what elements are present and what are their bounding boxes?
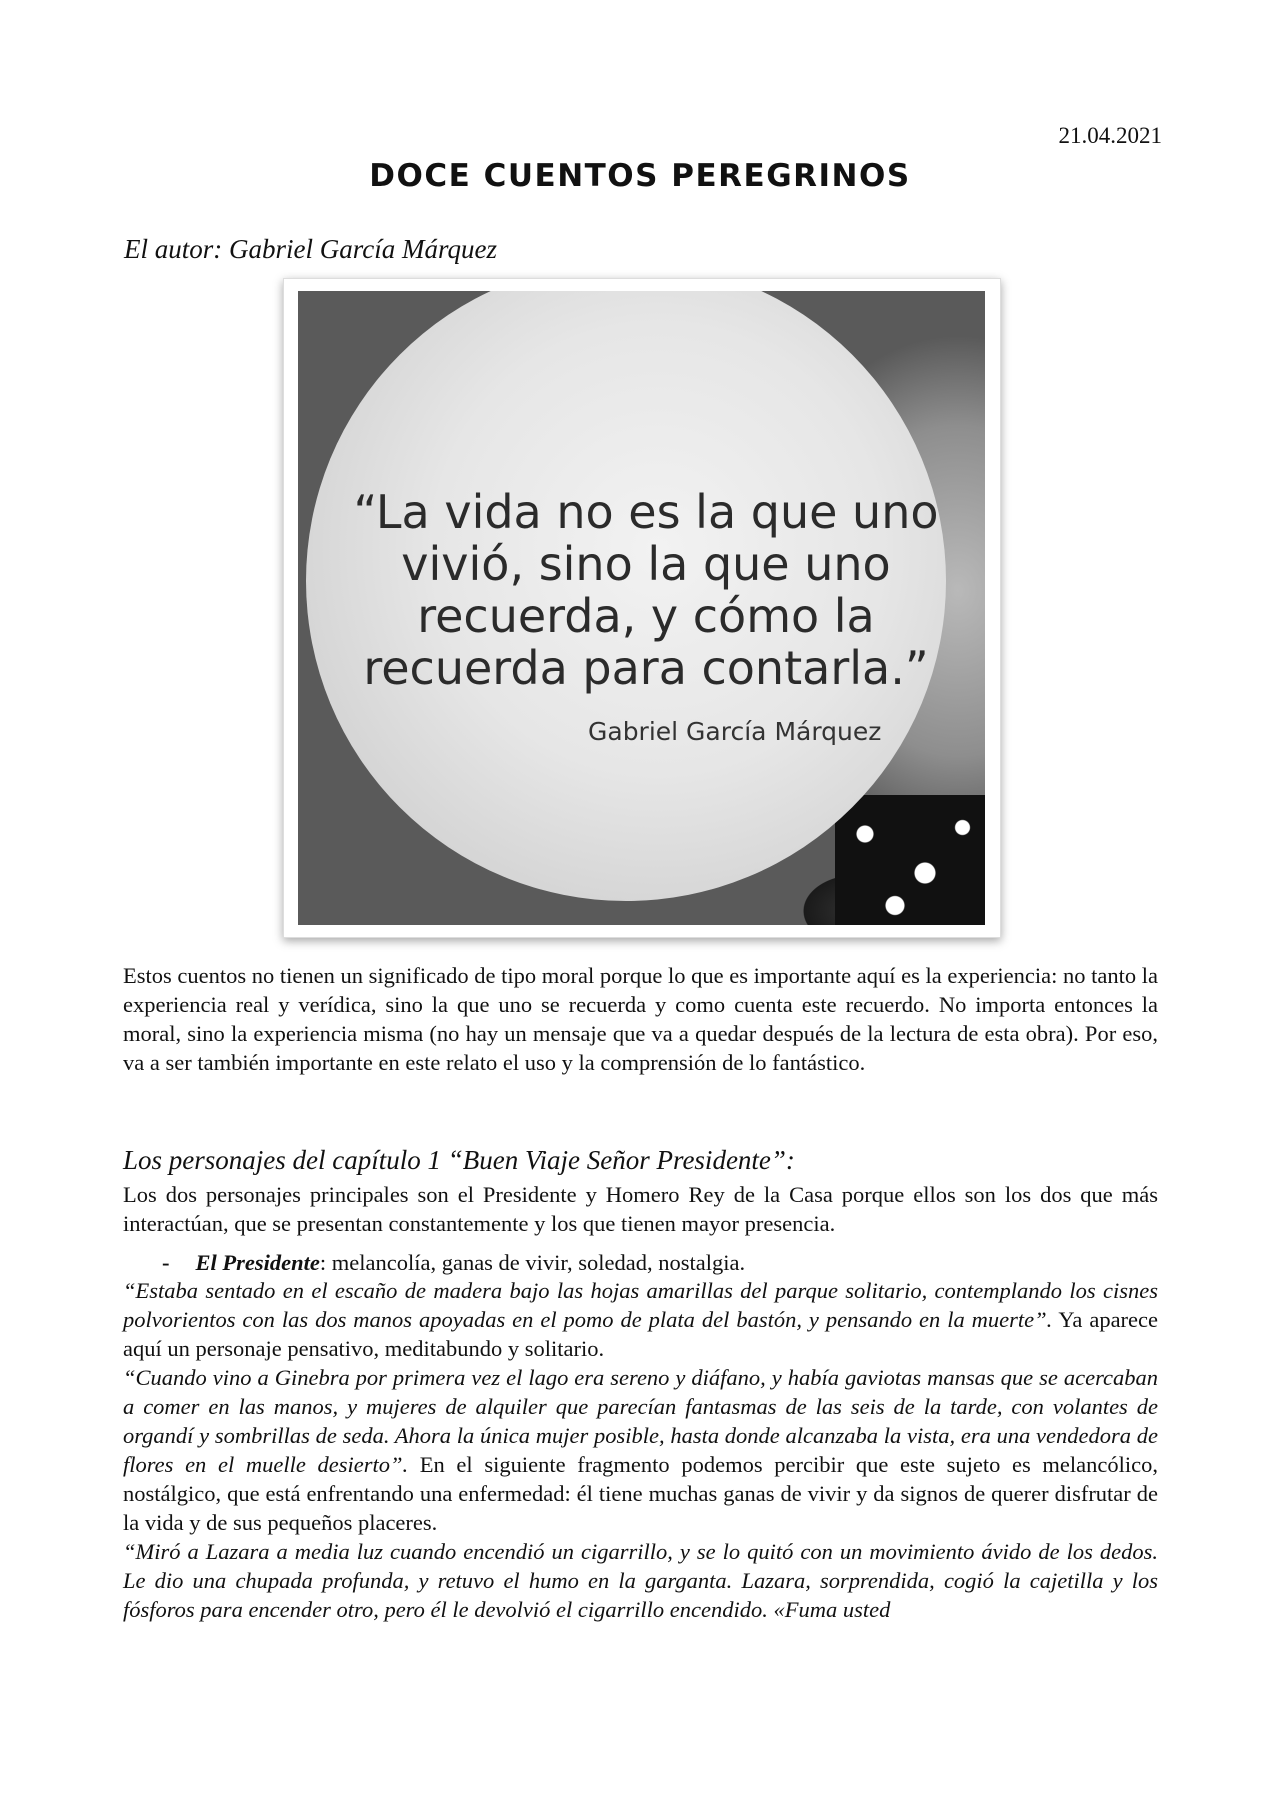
quote-circle <box>306 291 946 901</box>
photo-background <box>835 795 985 925</box>
photo-quote <box>306 486 946 694</box>
characters-paragraph: Los dos personajes principales son el Presidente y Homero Rey de la Casa porque ellos son los dos que más interactúan, que se presentan constantemente y los que tienen mayor presencia. <box>123 1182 1158 1236</box>
intro-paragraph: Estos cuentos no tienen un significado de tipo moral porque lo que es importante aquí es la experiencia: no tanto la experiencia real y verídica, sino la que uno se recuerda y como cuenta este recuerdo. No importa entonces la moral, sino la experiencia misma (no hay un mensaje que va a quedar después de la lectura de esta obra). Por eso, va a ser también importante en este relato el uso y la comprensión de lo fantástico. <box>123 963 1158 1075</box>
bullet-marker: - <box>162 1250 170 1275</box>
comment-1: Ya aparece aquí un personaje pensativo, meditabundo y solitario. <box>123 1307 1159 1361</box>
photo-quote-line: recuerda para contarla.” <box>363 641 929 695</box>
author-photo-frame <box>283 278 1001 938</box>
quote-paragraph-1 <box>123 1276 1158 1363</box>
quote-2: “Cuando vino a Ginebra por primera vez el lago era sereno y diáfano, y había gaviotas mansas que se acercaban a comer en las manos, y mujeres de alquiler que parecían fantasmas de las seis de la tarde, con volantes de organdí y sombrillas de seda. Ahora la única mujer posible, hasta donde alcanzaba la vista, era una vendedora de flores en el muelle desierto”. <box>123 1365 1158 1477</box>
section-heading: Los personajes del capítulo 1 “Buen Viaje Señor Presidente”: <box>123 1145 795 1175</box>
document-title: DOCE CUENTOS PEREGRINOS <box>369 158 911 194</box>
comment-2: En el siguiente fragmento podemos percibir que este sujeto es melancólico, nostálgico, que está enfrentando una enfermedad: él tiene muchas ganas de vivir y da signos de querer disfrutar de la vida y de sus pequeños placeres. <box>123 1452 1158 1535</box>
bullet-character-name: El Presidente <box>195 1250 320 1275</box>
quote-3: “Miró a Lazara a media luz cuando encendió un cigarrillo, y se lo quitó con un movimiento ávido de los dedos. Le dio una chupada profunda, y retuvo el humo en la garganta. Lazara, sorprendida, cogió la cajetilla y los fósforos para encender otro, pero él le devolvió el cigarrillo encendido. «Fuma usted <box>123 1539 1158 1622</box>
quote-1: “Estaba sentado en el escaño de madera bajo las hojas amarillas del parque solitario, contemplando los cisnes polvorientos con las dos manos apoyadas en el pomo de plata del bastón, y pensando en la muerte”. <box>123 1278 1158 1332</box>
photo-quote-line: vivió, sino la que uno <box>401 537 891 591</box>
date: 21.04.2021 <box>1058 123 1162 148</box>
author-photo <box>298 291 985 925</box>
quote-paragraph-2 <box>123 1363 1158 1537</box>
photo-quote-line: recuerda, y cómo la <box>417 589 875 643</box>
photo-quote-line: “La vida no es la que uno <box>353 485 939 539</box>
quote-paragraph-3 <box>123 1537 1158 1624</box>
bullet-traits: : melancolía, ganas de vivir, soledad, nostalgia. <box>319 1250 746 1275</box>
author-heading: El autor: Gabriel García Márquez <box>124 234 497 264</box>
character-bullet <box>162 1248 745 1277</box>
photo-quote-author: Gabriel García Márquez <box>588 717 882 746</box>
